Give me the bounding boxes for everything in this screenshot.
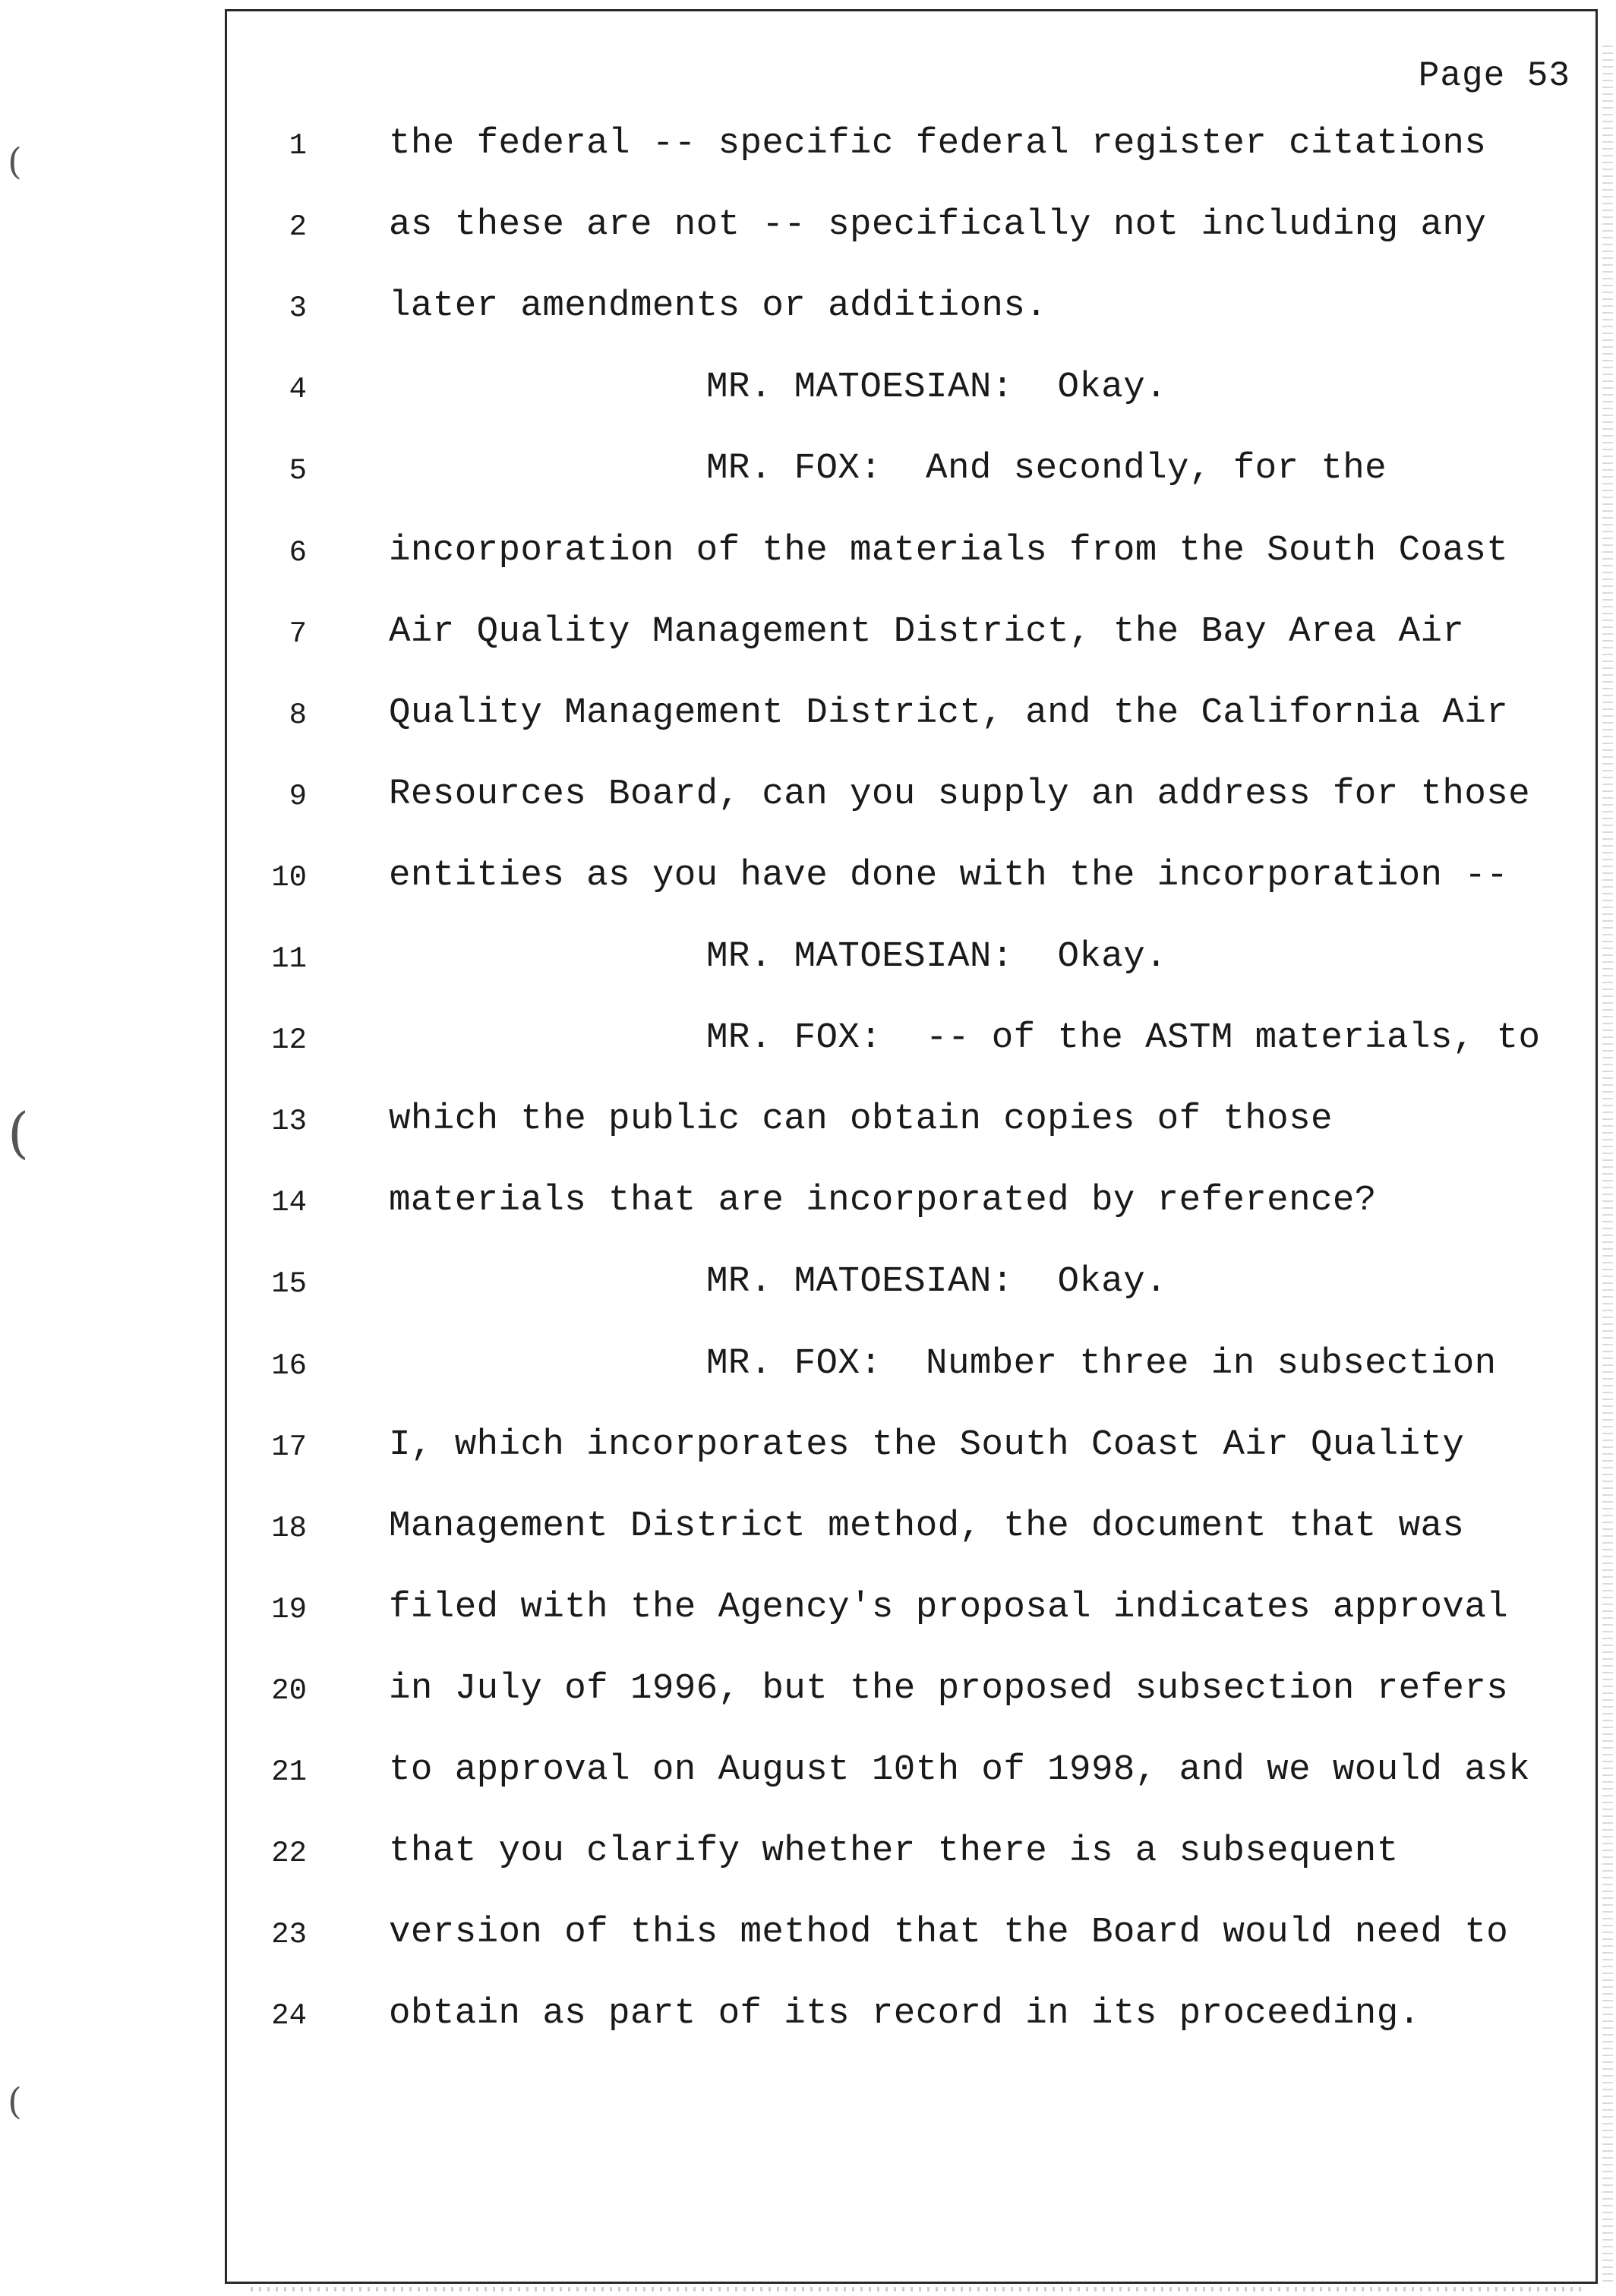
speaker-line: MR. MATOESIAN: Okay. <box>706 1261 1167 1303</box>
binder-mark-bottom: ( <box>8 2080 22 2123</box>
speaker-line: MR. FOX: And secondly, for the <box>706 448 1387 490</box>
line-number: 2 <box>289 210 307 244</box>
line-number: 7 <box>289 617 307 651</box>
transcript-line: the federal -- specific federal register citations <box>389 123 1487 164</box>
speaker-line: MR. FOX: -- of the ASTM materials, to <box>706 1017 1541 1059</box>
transcript-line: version of this method that the Board would need to <box>389 1912 1509 1954</box>
transcript-line: later amendments or additions. <box>389 285 1048 327</box>
transcript-line: in July of 1996, but the proposed subsection refers <box>389 1667 1509 1709</box>
speaker-line: MR. FOX: Number three in subsection <box>706 1342 1497 1384</box>
line-number: 1 <box>289 129 307 162</box>
transcript-line: Air Quality Management District, the Bay Area Air <box>389 610 1465 652</box>
line-number: 17 <box>271 1430 307 1464</box>
page-number: Page 53 <box>1418 56 1570 96</box>
line-number: 8 <box>289 698 307 732</box>
transcript-line: Quality Management District, and the California Air <box>389 692 1509 733</box>
line-number: 16 <box>271 1348 307 1383</box>
speaker-line: MR. MATOESIAN: Okay. <box>706 367 1167 408</box>
line-number: 11 <box>271 942 307 976</box>
transcript-line: Resources Board, can you supply an address for those <box>389 773 1531 815</box>
line-number: 22 <box>271 1837 307 1871</box>
line-number: 12 <box>271 1023 307 1058</box>
line-number: 19 <box>271 1592 307 1626</box>
transcript-line: that you clarify whether there is a subsequent <box>389 1831 1399 1872</box>
transcript-line: incorporation of the materials from the South Coast <box>389 529 1509 571</box>
line-number: 21 <box>271 1755 307 1789</box>
binder-mark-middle: ( <box>8 1101 30 1165</box>
line-number: 13 <box>271 1105 307 1139</box>
line-number: 15 <box>271 1267 307 1301</box>
line-number: 14 <box>271 1186 307 1220</box>
line-number: 10 <box>271 860 307 894</box>
line-number: 18 <box>271 1511 307 1545</box>
transcript-line: materials that are incorporated by reference? <box>389 1180 1377 1222</box>
transcript-line: entities as you have done with the incorporation -- <box>389 854 1509 896</box>
transcript-line: filed with the Agency's proposal indicates approval <box>389 1586 1509 1628</box>
transcript-line: as these are not -- specifically not including any <box>389 204 1487 246</box>
scan-bottom-artifact <box>251 2287 1587 2291</box>
line-number: 20 <box>271 1673 307 1708</box>
line-number: 9 <box>289 779 307 813</box>
line-number: 5 <box>289 454 307 488</box>
speaker-line: MR. MATOESIAN: Okay. <box>706 936 1167 977</box>
line-number: 23 <box>271 1918 307 1952</box>
line-number: 3 <box>289 292 307 326</box>
transcript-line: which the public can obtain copies of those <box>389 1099 1333 1140</box>
line-number: 6 <box>289 535 307 569</box>
transcript-line: Management District method, the document that was <box>389 1505 1465 1547</box>
binder-mark-top: ( <box>8 140 22 183</box>
line-number: 24 <box>271 1999 307 2033</box>
transcript-line: to approval on August 10th of 1998, and we would ask <box>389 1749 1531 1790</box>
transcript-line: I, which incorporates the South Coast Air Quality <box>389 1424 1465 1465</box>
scan-edge-artifact <box>1602 46 1613 2285</box>
transcript-line: obtain as part of its record in its proceeding. <box>389 1993 1421 2035</box>
line-number: 4 <box>289 373 307 407</box>
